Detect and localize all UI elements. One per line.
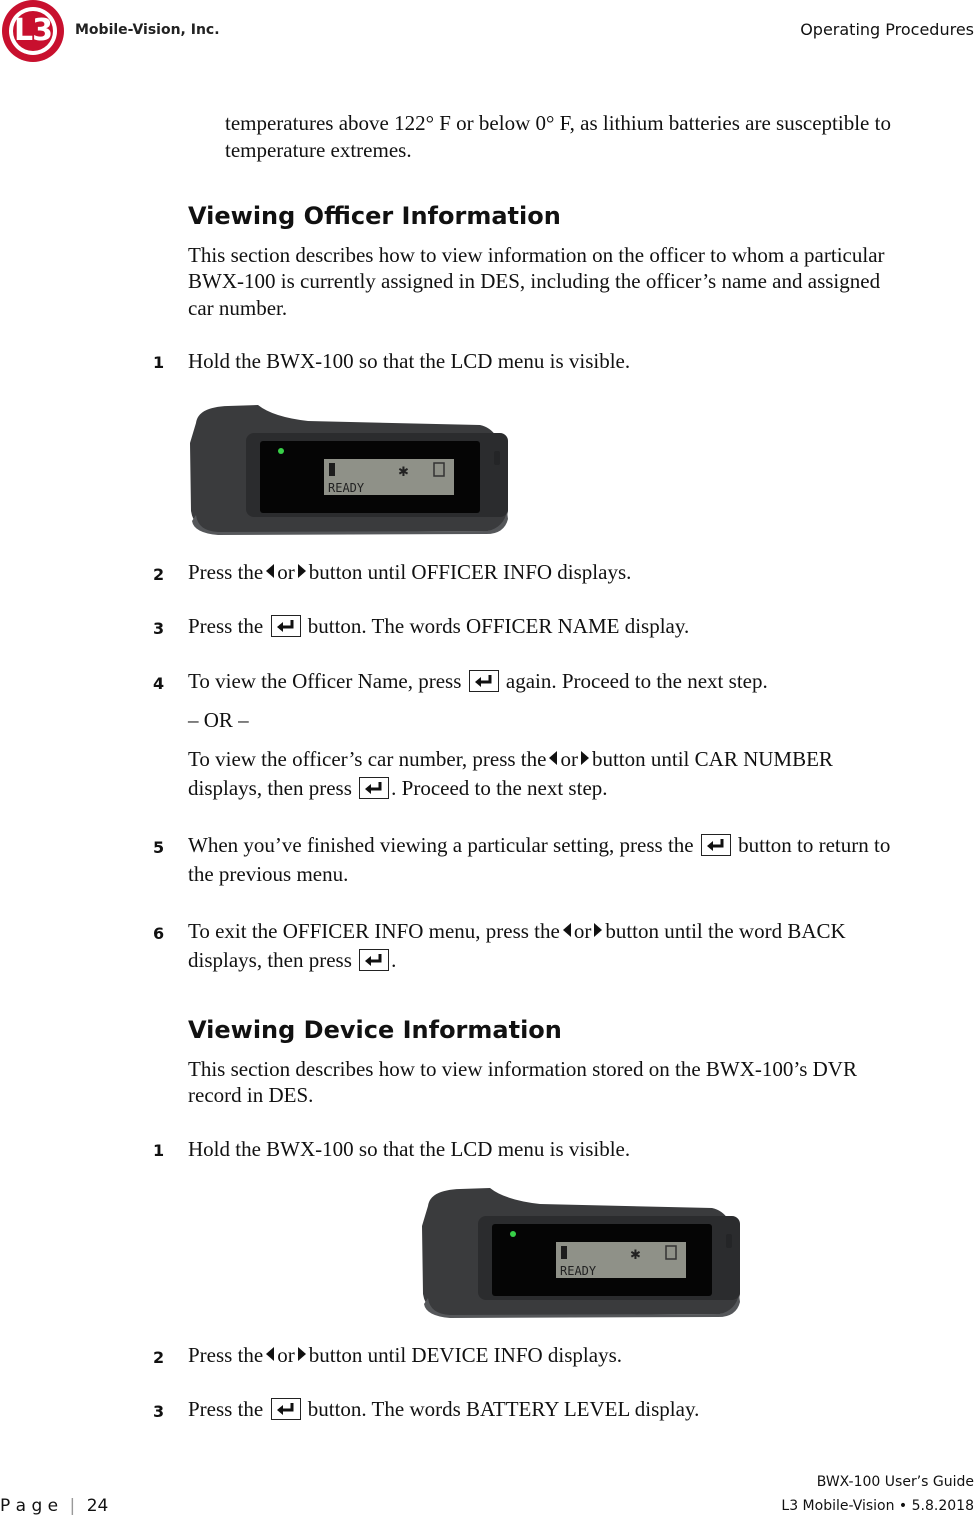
officer-desc-2: BWX-100 is currently assigned in DES, including the officer’s name and assigned (188, 269, 881, 293)
step-6-line2-post: . (391, 948, 397, 972)
lcd-text: READY (328, 481, 365, 495)
device-image-2 (420, 1186, 745, 1318)
device-step-2-text (188, 1341, 622, 1370)
footer-company-date: L3 Mobile-Vision • 5.8.2018 (781, 1498, 974, 1514)
logo-mark: L3 (14, 13, 52, 48)
device-step-3-text (188, 1395, 699, 1424)
right-arrow-icon (298, 564, 306, 578)
alt-line-1-pre: To view the officer’s car number, press the (188, 747, 547, 771)
device-step-1-num: 1 (153, 1141, 165, 1160)
step-6-line2-pre: displays, then press (188, 948, 352, 972)
page-divider: | (69, 1496, 76, 1516)
officer-heading: Viewing Officer Information (188, 202, 561, 230)
alt-line-1 (188, 745, 833, 774)
step-text-pre: To exit the OFFICER INFO menu, press the (188, 919, 560, 943)
page-label: P a g e (0, 1496, 59, 1516)
step-text-post: button. The words OFFICER NAME display. (307, 614, 690, 638)
officer-step-6-line2 (188, 946, 396, 975)
officer-step-3-text (188, 612, 689, 641)
officer-step-5-num: 5 (153, 838, 165, 857)
step-text-or: or (573, 919, 592, 943)
officer-step-3-num: 3 (153, 619, 165, 638)
enter-key-icon (701, 834, 731, 856)
step-text-post: button to return to (738, 833, 891, 857)
enter-key-icon (359, 949, 389, 971)
device-desc-2: record in DES. (188, 1083, 314, 1107)
enter-key-icon (359, 777, 389, 799)
right-arrow-icon (581, 751, 589, 765)
step-text-or: or (277, 560, 295, 584)
alt-line-2-post: . Proceed to the next step. (391, 776, 608, 800)
step-text-post: button until DEVICE INFO displays. (308, 1343, 622, 1367)
step-text-post: button. The words BATTERY LEVEL display. (307, 1397, 700, 1421)
officer-step-4-text (188, 667, 768, 696)
device-heading: Viewing Device Information (188, 1016, 562, 1044)
page-number: 24 (86, 1496, 109, 1516)
page-footer-left (0, 1496, 108, 1516)
step-text-pre: When you’ve finished viewing a particular setting, press the (188, 833, 694, 857)
step-text-pre: Press the (188, 614, 264, 638)
svg-text:✱: ✱ (630, 1248, 641, 1263)
svg-text:✱: ✱ (398, 465, 409, 480)
bwx100-camera-image (420, 1186, 745, 1318)
or-separator: – OR – (188, 708, 249, 732)
step-text-post: again. Proceed to the next step. (505, 669, 768, 693)
alt-line-2 (188, 774, 608, 803)
officer-step-6-num: 6 (153, 924, 165, 943)
step-text-pre: Press the (188, 1343, 264, 1367)
officer-desc-1: This section describes how to view information on the officer to whom a particular (188, 243, 885, 267)
device-desc-1: This section describes how to view information stored on the BWX-100’s DVR (188, 1057, 857, 1081)
officer-desc-3: car number. (188, 296, 288, 320)
officer-step-1-text: Hold the BWX-100 so that the LCD menu is visible. (188, 349, 631, 373)
step-text-pre: Press the (188, 560, 264, 584)
officer-step-1-num: 1 (153, 353, 165, 372)
intro-line-1: temperatures above 122° F or below 0° F, as lithium batteries are susceptible to (225, 111, 891, 135)
device-step-2-num: 2 (153, 1348, 165, 1367)
enter-key-icon (469, 670, 499, 692)
left-arrow-icon (266, 564, 274, 578)
section-title: Operating Procedures (800, 20, 974, 39)
step-text-post: button until OFFICER INFO displays. (308, 560, 632, 584)
officer-step-2-text (188, 558, 631, 587)
right-arrow-icon (594, 923, 602, 937)
left-arrow-icon (563, 923, 571, 937)
left-arrow-icon (549, 751, 557, 765)
lcd-text: READY (560, 1264, 597, 1278)
header-logo (0, 0, 220, 64)
step-text-pre: To view the Officer Name, press (188, 669, 462, 693)
officer-step-4-num: 4 (153, 674, 165, 693)
device-step-3-num: 3 (153, 1402, 165, 1421)
alt-line-1-post: button until CAR NUMBER (591, 747, 833, 771)
device-step-1-text: Hold the BWX-100 so that the LCD menu is visible. (188, 1137, 631, 1161)
company-name: Mobile-Vision, Inc. (75, 22, 220, 38)
device-image-1 (188, 403, 513, 535)
step-text-pre: Press the (188, 1397, 264, 1421)
officer-step-5-text (188, 831, 890, 860)
left-arrow-icon (266, 1347, 274, 1361)
step-text-or: or (277, 1343, 295, 1367)
officer-step-2-num: 2 (153, 565, 165, 584)
officer-step-5-line2: the previous menu. (188, 862, 349, 886)
right-arrow-icon (298, 1347, 306, 1361)
alt-line-1-or: or (560, 747, 578, 771)
footer-guide: BWX-100 User’s Guide (816, 1474, 974, 1490)
bwx100-camera-image (188, 403, 513, 535)
enter-key-icon (271, 1398, 301, 1420)
alt-line-2-pre: displays, then press (188, 776, 352, 800)
step-text-post: button until the word BACK (605, 919, 846, 943)
intro-line-2: temperature extremes. (225, 138, 412, 162)
enter-key-icon (271, 615, 301, 637)
officer-step-6-text (188, 917, 846, 946)
